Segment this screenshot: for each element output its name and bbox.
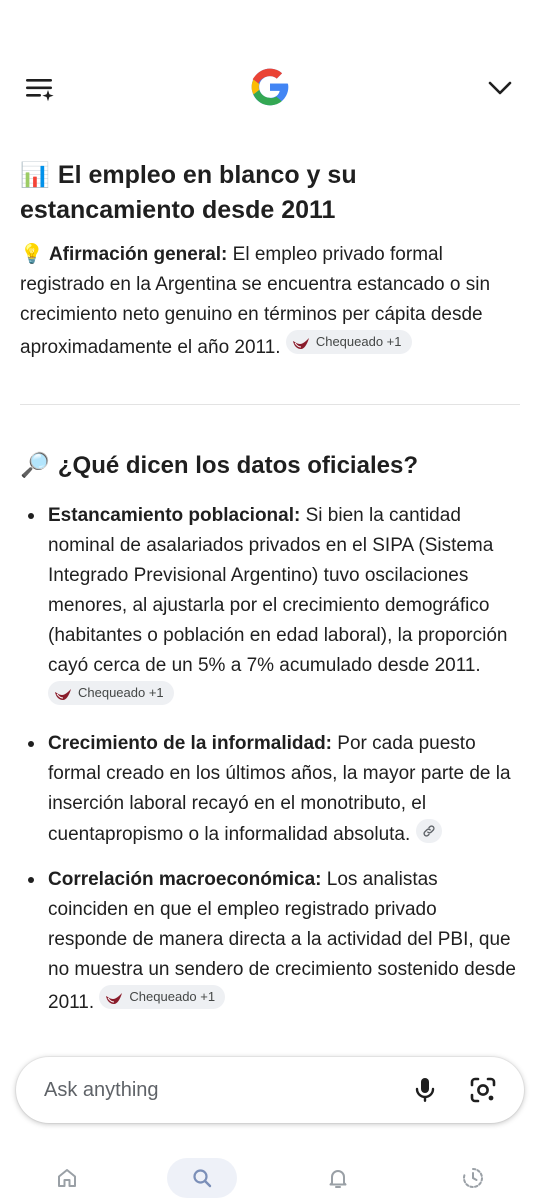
section-title-official-data <box>20 449 520 483</box>
nav-active-pill <box>167 1158 237 1198</box>
chequeado-logo-icon <box>292 335 310 349</box>
claim-text: El empleo privado formal registrado en la Argentina se encuentra estancado o sin crecimiento neto genuino en términos per cápita desde aproximadamente el año 2011. <box>20 244 491 358</box>
search-icon[interactable] <box>167 1158 237 1198</box>
bottom-nav <box>0 1140 540 1200</box>
section-title-employment <box>20 158 520 228</box>
official-data-list <box>20 501 520 1018</box>
source-chip[interactable] <box>99 985 225 1009</box>
link-icon[interactable] <box>416 819 442 843</box>
item-text: Los analistas coinciden en que el empleo registrado privado responde de manera directa a la actividad del PBI, que no muestra un sendero de crecimiento sostenido desde 2011. <box>48 869 516 1013</box>
answer-content <box>20 158 520 1033</box>
menu-sparkle-icon[interactable] <box>20 70 60 106</box>
list-item <box>20 865 520 1018</box>
lightbulb-emoji-icon: 💡 <box>20 244 44 265</box>
activity-icon[interactable] <box>438 1158 508 1198</box>
source-chip-label: Chequeado +1 <box>129 989 216 1004</box>
google-g-logo[interactable] <box>250 67 290 107</box>
item-label: Estancamiento poblacional: <box>48 505 301 526</box>
general-claim-paragraph <box>20 240 520 363</box>
ask-input[interactable] <box>44 1075 384 1105</box>
bar-chart-emoji-icon: 📊 <box>20 162 50 189</box>
item-label: Correlación macroeconómica: <box>48 869 322 890</box>
item-label: Crecimiento de la informalidad: <box>48 733 332 754</box>
list-item <box>20 501 520 714</box>
source-chip[interactable] <box>286 330 412 354</box>
lens-camera-icon[interactable] <box>466 1074 500 1106</box>
top-bar <box>0 60 540 116</box>
section-title-text: El empleo en blanco y su estancamiento desde 2011 <box>20 161 357 224</box>
item-text: Por cada puesto formal creado en los últimos años, la mayor parte de la inserción laboral recayó en el monotributo, el cuentapropismo o la informalidad absoluta. <box>48 733 511 845</box>
section-title-text: ¿Qué dicen los datos oficiales? <box>57 452 418 479</box>
home-icon[interactable] <box>32 1158 102 1198</box>
section-divider <box>20 404 520 405</box>
claim-label: Afirmación general: <box>48 244 228 265</box>
mic-icon[interactable] <box>409 1074 441 1106</box>
source-chip[interactable] <box>48 681 174 705</box>
chequeado-logo-icon <box>105 990 123 1004</box>
ask-bar <box>16 1057 524 1123</box>
source-chip-label: Chequeado +1 <box>315 334 402 349</box>
list-item <box>20 729 520 850</box>
chevron-down-icon[interactable] <box>480 70 520 106</box>
bell-icon[interactable] <box>303 1158 373 1198</box>
chequeado-logo-icon <box>54 686 72 700</box>
magnifier-emoji-icon: 🔎 <box>20 452 50 479</box>
source-chip-label: Chequeado +1 <box>78 685 164 700</box>
item-text: Si bien la cantidad nominal de asalariados privados en el SIPA (Sistema Integrado Previsional Argentino) tuvo oscilaciones menores, al ajustarla por el crecimiento demográfico (habitantes o población en edad laboral), la proporción cayó cerca de un 5% a 7% acumulado desde 2011. <box>48 505 508 676</box>
